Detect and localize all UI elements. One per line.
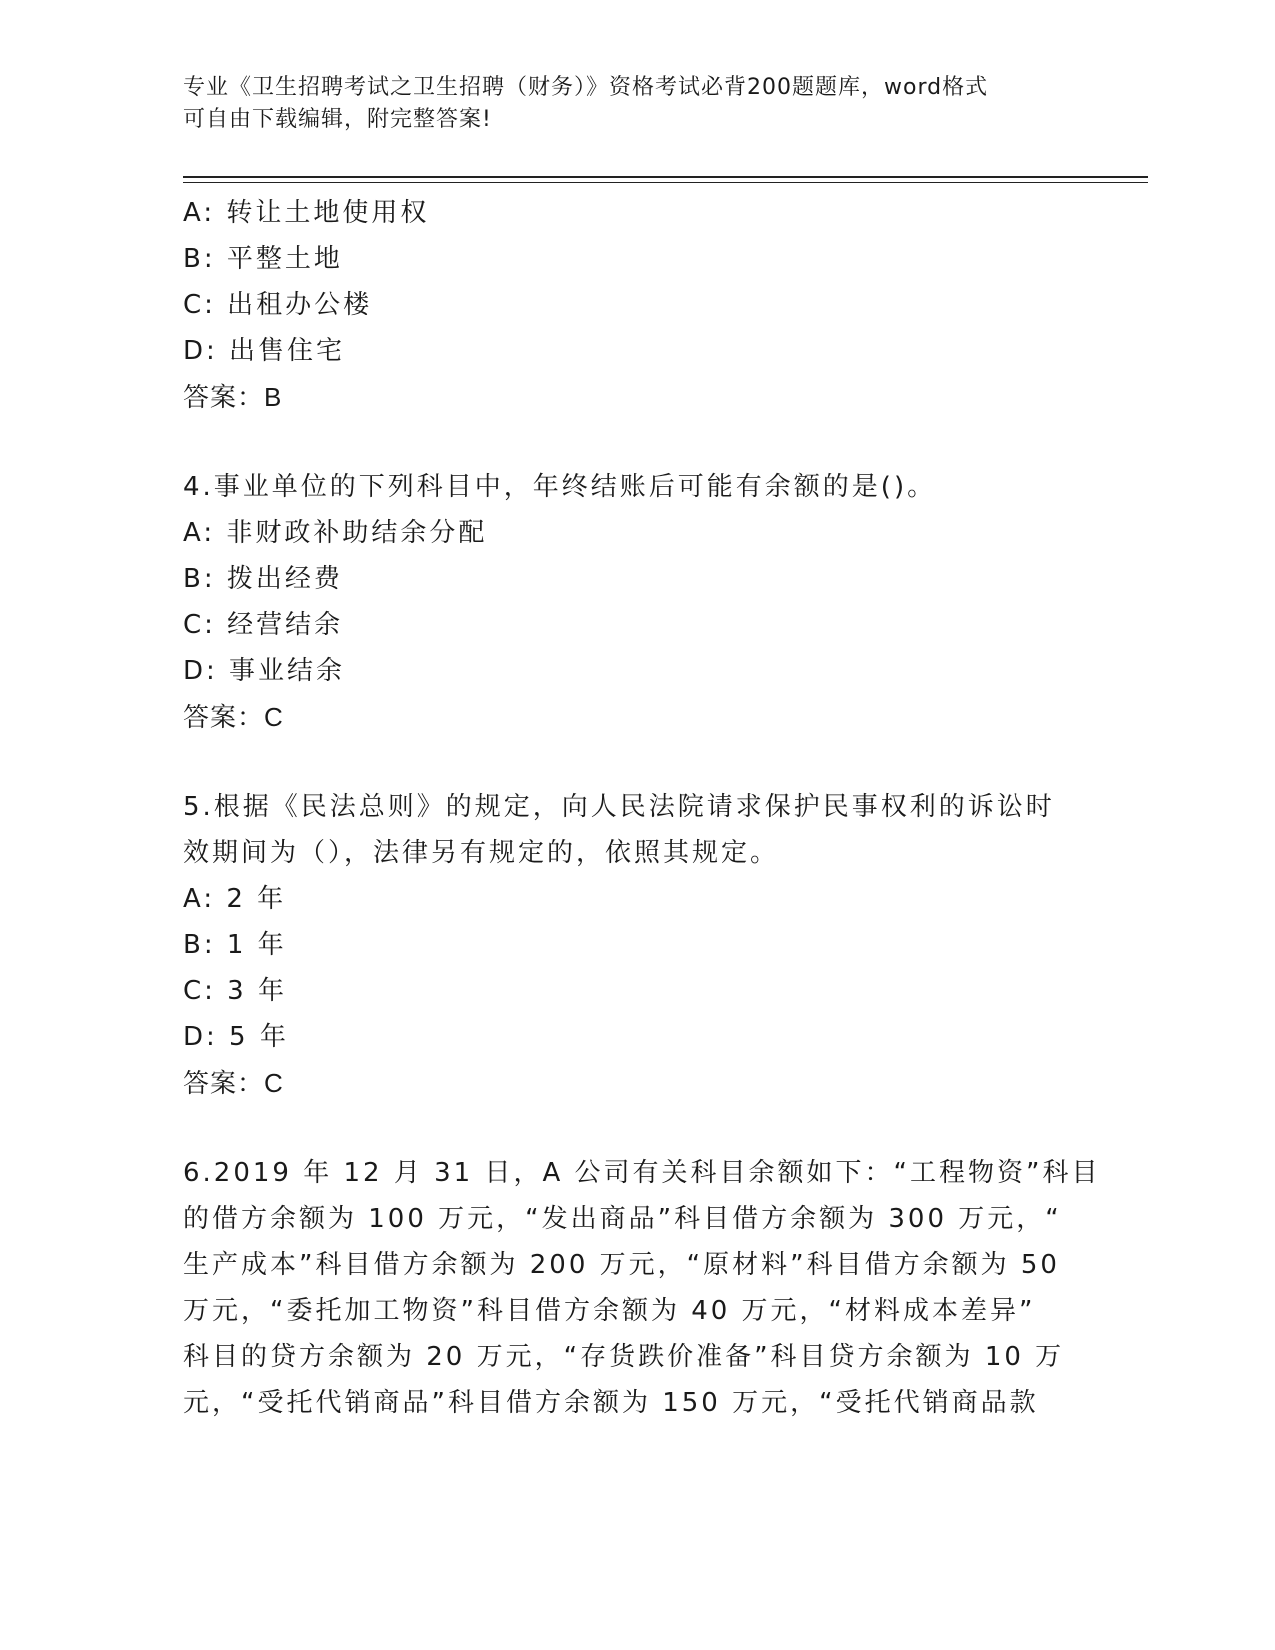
question-6: [183, 1150, 1101, 1426]
question-text-line: 5.根据《民法总则》的规定，向人民法院请求保护民事权利的诉讼时: [183, 792, 1055, 822]
question-3: [183, 190, 1063, 420]
header-divider-thin: [183, 182, 1148, 183]
question-text: 4.事业单位的下列科目中，年终结账后可能有余额的是()。: [183, 472, 937, 502]
option-b: B: 1 年: [183, 930, 287, 960]
answer: 答案：C: [183, 1068, 284, 1098]
question-text-line: 科目的贷方余额为 20 万元，“存货跌价准备”科目贷方余额为 10 万: [183, 1342, 1065, 1372]
header-line-2: 可自由下载编辑，附完整答案!: [183, 107, 492, 132]
spacer: [183, 1106, 1063, 1150]
option-a: A: 非财政补助结余分配: [183, 518, 488, 548]
spacer: [183, 420, 1063, 464]
option-d: D: 事业结余: [183, 656, 346, 686]
question-text-line: 元，“受托代销商品”科目借方余额为 150 万元，“受托代销商品款: [183, 1388, 1039, 1418]
option-b: B: 拨出经费: [183, 564, 343, 594]
option-a: A: 转让土地使用权: [183, 198, 430, 228]
question-text-line: 万元，“委托加工物资”科目借方余额为 40 万元，“材料成本差异”: [183, 1296, 1036, 1326]
option-c: C: 经营结余: [183, 610, 344, 640]
question-content: [183, 190, 1101, 1426]
header-divider-thick: [183, 176, 1148, 178]
question-text-line: 生产成本”科目借方余额为 200 万元，“原材料”科目借方余额为 50: [183, 1250, 1060, 1280]
option-c: C: 3 年: [183, 976, 287, 1006]
option-b: B: 平整土地: [183, 244, 343, 274]
question-text-line: 6.2019 年 12 月 31 日，A 公司有关科目余额如下：“工程物资”科目: [183, 1158, 1101, 1188]
question-text-line: 的借方余额为 100 万元，“发出商品”科目借方余额为 300 万元，“: [183, 1204, 1062, 1234]
option-c: C: 出租办公楼: [183, 290, 373, 320]
option-a: A: 2 年: [183, 884, 287, 914]
question-4: [183, 464, 1063, 740]
header-line-1: 专业《卫生招聘考试之卫生招聘（财务）》资格考试必背200题题库，word格式: [183, 75, 989, 100]
question-5: [183, 784, 1063, 1106]
option-d: D: 出售住宅: [183, 336, 346, 366]
document-header: [183, 72, 1063, 136]
answer: 答案：B: [183, 382, 283, 412]
question-text-line: 效期间为（），法律另有规定的，依照其规定。: [183, 838, 780, 868]
answer: 答案：C: [183, 702, 284, 732]
option-d: D: 5 年: [183, 1022, 289, 1052]
spacer: [183, 740, 1063, 784]
